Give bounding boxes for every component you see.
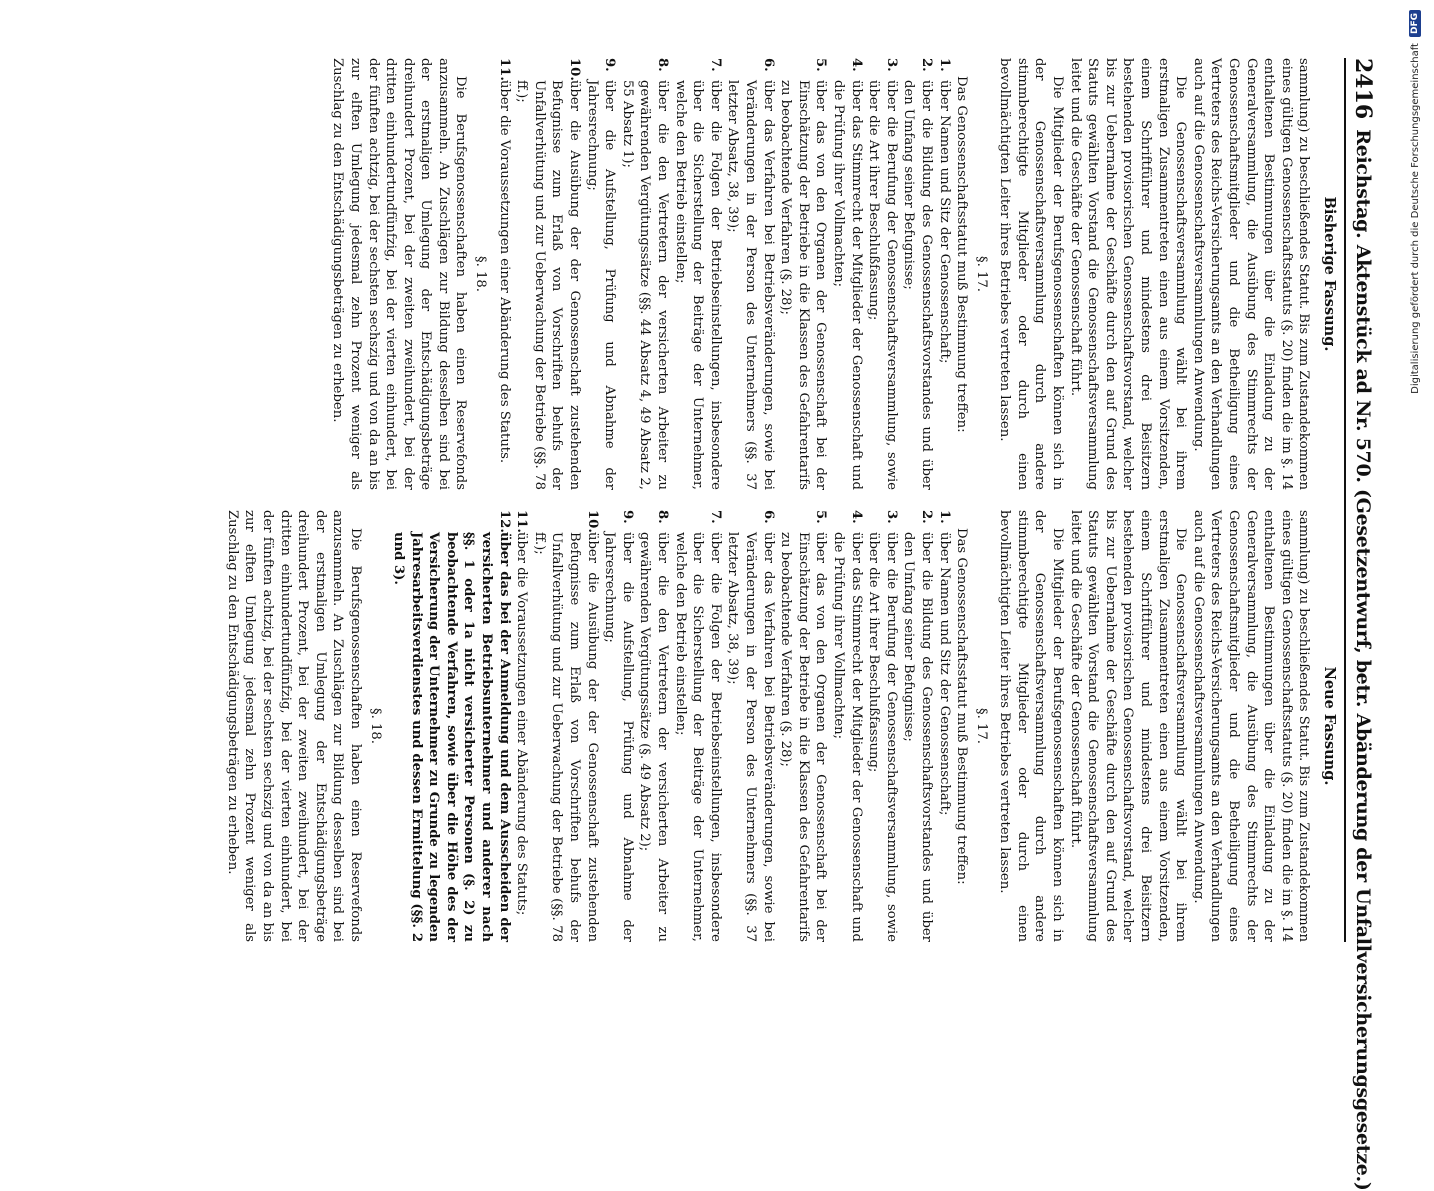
column-heading-new: Neue Fassung. bbox=[1321, 666, 1338, 786]
item-number: 2. bbox=[918, 58, 934, 72]
paragraph: Die Berufsgenossenschaften haben einen Reservefonds anzusammeln. An Zuschlägen zur Bildung desselben sind bei der erstmaligen Umlegung der Entschädigungsbeträge dreihundert Prozent, bei der zweiten zweihundert, bei der dritten einhundertundfünfzig, bei der vierten einhundert, bei der fünften achtzig, bei der sechsten sechszig und von da an bis zur elften Umlegung jedesmal zehn Prozent weniger als Zuschlag zu den Entschädigungsbeträgen zu erheben. bbox=[224, 510, 363, 942]
statute-item bbox=[777, 510, 830, 942]
section-heading-17: §. 17. bbox=[973, 708, 989, 744]
statute-item bbox=[513, 510, 531, 942]
item-number: 11. bbox=[514, 510, 530, 533]
item-number: 1. bbox=[936, 58, 952, 72]
statute-item bbox=[671, 510, 724, 942]
item-number: 4. bbox=[848, 58, 864, 72]
statute-item bbox=[530, 510, 600, 942]
column-new-version bbox=[223, 510, 1338, 942]
item-text: über die Aufstellung, Prüfung und Abnahme der Jahresrechnung; bbox=[602, 532, 635, 942]
item-text: über die Bildung des Genossenschaftsvorstandes und über den Umfang seiner Befugnisse; bbox=[901, 80, 934, 490]
statute-item bbox=[900, 58, 935, 490]
item-text: über Namen und Sitz der Genossenschaft; bbox=[936, 80, 952, 364]
item-number: 3. bbox=[883, 510, 899, 524]
item-text: über die den Vertretern der versicherten Arbeiter zu gewährenden Vergütungssätze (§. 49 Absatz 2); bbox=[637, 532, 671, 942]
statute-item bbox=[390, 510, 513, 942]
paragraph: sammlung) zu beschließendes Statut. Bis zum Zustandekommen eines gültigen Genossenschaftsstatuts (§. 20) finden die im §. 14 enthaltenen Bestimmungen über die Einladung zu der Generalversammlung, die Ausübung des Stimmrechts der Genossenschaftsmitglieder und die Betheiligung eines Vertreters des Reichs-Versicherungsamts an den Verhandlungen auch auf die Genossenschaftsversammlungen Anwendung. bbox=[1190, 58, 1312, 490]
item-text: über die Berufung der Genossenschaftsversammlung, sowie über die Art ihrer Beschlußfassung; bbox=[866, 532, 899, 942]
statute-item bbox=[865, 510, 900, 942]
section-heading-18: §. 18. bbox=[473, 256, 489, 292]
paragraph: Die Genossenschaftsversammlung wählt bei ihrem erstmaligen Zusammentreten einen aus einem Vorsitzenden, einem Schriftführer und mindestens drei Beisitzern bestehenden provisorischen Genossenschaftsvorstand, welcher bis zur Uebernahme der Geschäfte durch den auf Grund des Statuts gewählten Vorstand die Genossenschaftsversammlung leitet und die Geschäfte der Genossenschaft führt. bbox=[1067, 510, 1189, 942]
item-text: über die Aufstellung, Prüfung und Abnahme der Jahresrechnung; bbox=[584, 80, 618, 490]
item-text: über die Folgen der Betriebseinstellungen, insbesondere über die Sicherstellung der Beiträge der Unternehmer, welche den Betrieb einstellen; bbox=[672, 532, 723, 942]
item-text: über die Berufung der Genossenschaftsversammlung, sowie über die Art ihrer Beschlußfassung; bbox=[866, 80, 899, 490]
statute-item bbox=[724, 510, 777, 942]
item-text: über das Verfahren bei Betriebsveränderungen, sowie bei Veränderungen in der Person des Unternehmers (§§. 37 letzter Absatz, 38, 39); bbox=[725, 80, 776, 490]
statute-item bbox=[900, 510, 935, 942]
paragraph: Die Genossenschaftsversammlung wählt bei ihrem erstmaligen Zusammentreten einen aus einem Vorsitzenden, einem Schriftführer und mindestens drei Beisitzern bestehenden provisorischen Genossenschaftsvorstand, welcher bis zur Uebernahme der Geschäfte durch den auf Grund des Statuts gewählten Vorstand die Genossenschaftsversammlung leitet und die Geschäfte der Genossenschaft führt. bbox=[1067, 58, 1189, 490]
item-text: über die Voraussetzungen einer Abänderung des Statuts. bbox=[496, 80, 512, 464]
statute-item bbox=[829, 58, 864, 490]
statute-item bbox=[671, 58, 724, 490]
item-number: 7. bbox=[707, 510, 723, 524]
item-text: über die Ausübung der der Genossenschaft zustehenden Befugnisse zum Erlaß von Vorschriften behufs der Unfallverhütung und zur Ueberwachung der Betriebe (§§. 78 ff.); bbox=[531, 532, 600, 942]
item-text: über die Folgen der Betriebseinstellungen, insbesondere über die Sicherstellung der Beiträge der Unternehmer, welche den Betrieb einstellen; bbox=[672, 80, 723, 490]
item-number: 8. bbox=[655, 510, 671, 524]
statute-item bbox=[829, 510, 864, 942]
page-number: 2416 bbox=[1350, 58, 1376, 120]
statute-item bbox=[777, 58, 830, 490]
statute-item bbox=[724, 58, 777, 490]
item-number: 5. bbox=[813, 510, 829, 524]
statute-item bbox=[583, 58, 618, 490]
item-number: 9. bbox=[602, 58, 618, 72]
statute-item bbox=[935, 510, 953, 942]
item-text: über die Ausübung der der Genossenschaft zustehenden Befugnisse zum Erlaß von Vorschriften behufs der Unfallverhütung und zur Ueberwachung der Betriebe (§§. 78 ff.); bbox=[514, 80, 583, 490]
statute-item bbox=[935, 58, 953, 490]
item-number: 12. bbox=[496, 510, 512, 533]
item-number: 3. bbox=[883, 58, 899, 72]
column-heading-old: Bisherige Fassung. bbox=[1321, 196, 1338, 352]
paragraph: Die Berufsgenossenschaften haben einen Reservefonds anzusammeln. An Zuschlägen zur Bildung desselben sind bei der erstmaligen Umlegung der Entschädigungsbeträge dreihundert Prozent, bei der zweiten zweihundert, bei der dritten einhundertundfünfzig, bei der vierten einhundert, bei der fünften achtzig, bei der sechsten sechszig und von da an bis zur elften Umlegung jedesmal zehn Prozent weniger als Zuschlag zu den Entschädigungsbeträgen zu erheben. bbox=[330, 58, 469, 490]
page-title: Reichstag. Aktenstück ad Nr. 570. (Gesetzentwurf, betr. Abänderung der Unfallversicherungsgesetze.) bbox=[1352, 129, 1374, 1191]
statute-item bbox=[495, 58, 513, 490]
item-text: über die Voraussetzungen einer Abänderung des Statuts; bbox=[514, 532, 530, 916]
paragraph: Die Mitglieder der Berufsgenossenschaften können sich in der Genossenschaftsversammlung durch andere stimmberechtigte Mitglieder oder durch einen bevollmächtigten Leiter ihres Betriebes vertreten lassen. bbox=[997, 510, 1066, 942]
item-number: 7. bbox=[707, 58, 723, 72]
item-number: 5. bbox=[813, 58, 829, 72]
statute-items-list bbox=[390, 510, 953, 942]
column-old-version bbox=[329, 58, 1338, 490]
item-number: 4. bbox=[848, 510, 864, 524]
item-text: über das bei der Anmeldung und dem Ausscheiden der versicherten Betriebsunternehmer und anderer nach §§. 1 oder 1a nicht versicherter Personen (§. 2) zu beobachtende Verfahren, sowie über die Höhe des der Versicherung der Unternehmer zu Grunde zu legenden Jahresarbeitsverdienstes und dessen Ermittelung (§§. 2 und 3). bbox=[391, 532, 512, 942]
item-text: über das Stimmrecht der Mitglieder der Genossenschaft und die Prüfung ihrer Vollmachten; bbox=[830, 532, 864, 942]
item-number: 9. bbox=[619, 510, 635, 524]
statute-item bbox=[865, 58, 900, 490]
page-header bbox=[1344, 58, 1380, 1191]
paragraph: sammlung) zu beschließendes Statut. Bis zum Zustandekommen eines gültigen Genossenschaftsstatuts (§. 20) finden die im §. 14 enthaltenen Bestimmungen über die Einladung zu der Generalversammlung, die Ausübung des Stimmrechts der Genossenschaftsmitglieder und die Betheiligung eines Vertreters des Reichs-Versicherungsamts an den Verhandlungen auch auf die Genossenschaftsversammlungen Anwendung. bbox=[1190, 510, 1312, 942]
item-number: 10. bbox=[584, 510, 600, 533]
item-text: über die den Vertretern der versicherten Arbeiter zu gewährenden Vergütungssätze (§§. 44 Absatz 4, 49 Absatz 2, 55 Absatz 1); bbox=[619, 80, 671, 490]
section-intro: Das Genossenschaftsstatut muß Bestimmung treffen: bbox=[954, 76, 970, 433]
item-number: 11. bbox=[496, 58, 512, 81]
statute-item bbox=[636, 510, 671, 942]
section-heading-18: §. 18. bbox=[367, 708, 383, 744]
item-number: 10. bbox=[567, 58, 583, 81]
item-number: 8. bbox=[655, 58, 671, 72]
statute-item bbox=[601, 510, 636, 942]
paragraph: Die Mitglieder der Berufsgenossenschaften können sich in der Genossenschaftsversammlung durch andere stimmberechtigte Mitglieder oder durch einen bevollmächtigten Leiter ihres Betriebes vertreten lassen. bbox=[997, 58, 1066, 490]
section-intro: Das Genossenschaftsstatut muß Bestimmung treffen: bbox=[954, 528, 970, 885]
item-number: 6. bbox=[760, 510, 776, 524]
item-text: über das von den Organen der Genossenschaft bei der Einschätzung der Betriebe in die Klassen des Gefahrentarifs zu beobachtende Verfahren (§. 28); bbox=[778, 80, 829, 490]
dfg-logo-icon: DFG bbox=[1409, 10, 1421, 37]
statute-items-list bbox=[495, 58, 952, 490]
item-text: über das Verfahren bei Betriebsveränderungen, sowie bei Veränderungen in der Person des Unternehmers (§§. 37 letzter Absatz, 38, 39); bbox=[725, 532, 776, 942]
item-number: 2. bbox=[918, 510, 934, 524]
section-heading-17: §. 17. bbox=[973, 256, 989, 292]
item-text: über das Stimmrecht der Mitglieder der Genossenschaft und die Prüfung ihrer Vollmachten; bbox=[830, 80, 864, 490]
item-number: 1. bbox=[936, 510, 952, 524]
item-text: über Namen und Sitz der Genossenschaft; bbox=[936, 532, 952, 816]
item-number: 6. bbox=[760, 58, 776, 72]
statute-item bbox=[618, 58, 671, 490]
digitization-footer bbox=[1405, 10, 1425, 1000]
statute-item bbox=[513, 58, 583, 490]
item-text: über die Bildung des Genossenschaftsvorstandes und über den Umfang seiner Befugnisse; bbox=[901, 532, 934, 942]
item-text: über das von den Organen der Genossenschaft bei der Einschätzung der Betriebe in die Klassen des Gefahrentarifs zu beobachtende Verfahren (§. 28); bbox=[778, 532, 829, 942]
footer-text: Digitalisierung gefördert durch die Deutsche Forschungsgemeinschaft bbox=[1409, 43, 1421, 394]
